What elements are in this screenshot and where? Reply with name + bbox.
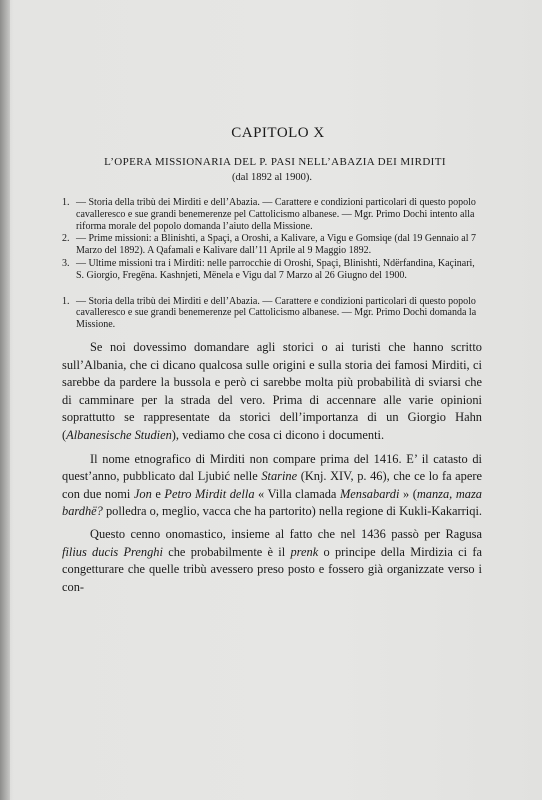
summary-item bbox=[62, 197, 482, 232]
page-content bbox=[62, 125, 482, 602]
page-binding-edge bbox=[0, 0, 10, 800]
italic-run: Starine bbox=[261, 469, 298, 484]
text-run: Questo cenno onomastico, insieme al fatto che nel 1436 passò per Ragusa bbox=[90, 526, 482, 541]
text-run: Il nome etnografico di Mirditi non compare prima del 1416. E’ il catasto di quest’anno, pubblicato dal Ljubić nelle bbox=[62, 451, 482, 484]
italic-run: prenk bbox=[290, 544, 319, 559]
summary-number: 2. bbox=[62, 233, 70, 245]
italic-run: Petro Mirdit della bbox=[164, 486, 255, 501]
chapter-subtitle: L’OPERA MISSIONARIA DEL P. PASI NELL’ABAZIA DEI MIRDITI bbox=[104, 156, 446, 168]
paragraph bbox=[62, 339, 482, 445]
italic-run: Albanesische Studien bbox=[66, 427, 172, 442]
italic-run: Jon bbox=[133, 486, 152, 501]
summary-text: — Storia della tribù dei Mirditi e dell’Abazia. — Carattere e condizioni particolari di questo popolo cavalleresco e sue grandi benemerenze pel Cattolicismo albanese. — Mgr. Primo Dochi intento alla riforma morale del popolo domanda l’aiuto della Missione. bbox=[76, 197, 476, 232]
summary-number: 3. bbox=[62, 257, 70, 269]
text-run: » ( bbox=[399, 486, 417, 501]
summary-text: — Prime missioni: a Blinishti, a Spaçi, a Oroshi, a Kalivare, a Vigu e Gomsiqe (dal 19 Gennaio al 7 Marzo del 1892). A Qafamali e Kalivare dall’11 Aprile al 9 Maggio 1892. bbox=[76, 233, 476, 257]
italic-run: manza, maza bardhë? bbox=[62, 486, 482, 519]
paragraph bbox=[62, 526, 482, 596]
summary-number: 1. bbox=[62, 197, 70, 208]
chapter-summary bbox=[62, 197, 482, 282]
text-run: (Knj. XIV, p. 46), che ce lo fa apere con due nomi bbox=[62, 469, 482, 501]
text-run: o principe della Mirdizia ci fa congetturare che quelle tribù avessero preso posto e fossero già organizzate verso i con- bbox=[62, 544, 482, 594]
text-run: « Villa clamada bbox=[254, 486, 340, 501]
summary-item bbox=[62, 233, 482, 257]
text-run: polledra o, meglio, vacca che ha partorito) nella regione di Kukli-Kakarriqi. bbox=[102, 504, 482, 519]
section-heading bbox=[62, 296, 482, 331]
chapter-title: CAPITOLO X bbox=[231, 125, 325, 141]
section-number: 1. bbox=[62, 295, 70, 307]
summary-text: — Ultime missioni tra i Mirditi: nelle parrocchie di Oroshi, Spaçi, Blinishti, Ndërfandina, Kaçinari, S. Giorgio, Fregëna. Kashnjeti, Mënela e Vigu dal 7 Marzo al 26 Giugno del 1900. bbox=[76, 257, 475, 281]
chapter-dates: (dal 1892 al 1900). bbox=[232, 172, 312, 183]
section-heading-text: — Storia della tribù dei Mirditi e dell’Abazia. — Carattere e condizioni particolari di questo popolo cavalleresco e sue grandi benemerenze pel Cattolicismo albanese. — Mgr. Primo Dochi domanda la Missione. bbox=[76, 295, 477, 331]
text-run: e bbox=[151, 486, 165, 501]
italic-run: Mensabardi bbox=[339, 486, 400, 501]
italic-run: filius ducis Prenghi bbox=[62, 544, 163, 559]
paragraph bbox=[62, 451, 482, 521]
text-run: Se noi dovessimo domandare agli storici o ai turisti che hanno scritto sull’Albania, che ci dicano qualcosa sulle origini e sulla storia dei famosi Mirditi, ci sarebbe da pardere la bussola e però ci sarebbe molta più probabilità di sviarsi che di camminare per la strada del vero. Prima di accennare alle varie opinioni soprattutto se rappresentate da storici dell’importanza di un Giorgio Hahn ( bbox=[62, 339, 482, 442]
text-run: che probabilmente è il bbox=[162, 544, 291, 559]
body-text bbox=[62, 339, 482, 596]
text-run: ), vediamo che cosa ci dicono i documenti. bbox=[171, 427, 385, 442]
summary-item bbox=[62, 258, 482, 282]
